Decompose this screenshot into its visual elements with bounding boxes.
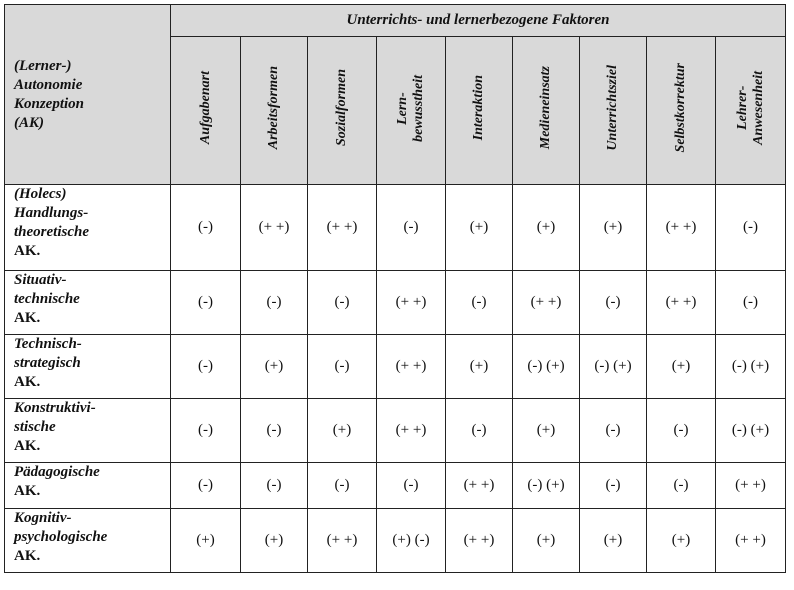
column-header bbox=[171, 37, 241, 185]
rating-cell: (-) bbox=[171, 185, 241, 271]
row-header-line: AK. bbox=[14, 374, 41, 390]
rating-cell: (-) (+) bbox=[513, 463, 580, 509]
rating-cell: (+) bbox=[446, 335, 513, 399]
column-header-line: Aufgabenart bbox=[197, 71, 213, 145]
column-header-line: Interaktion bbox=[471, 75, 486, 141]
row-header-line: Kognitiv- bbox=[14, 510, 72, 526]
rating-cell: (+ +) bbox=[647, 185, 716, 271]
rating-cell: (+) bbox=[171, 509, 241, 573]
column-header-line: Unterrichtsziel bbox=[605, 65, 620, 151]
rating-cell: (-) bbox=[580, 463, 647, 509]
rating-cell: (+ +) bbox=[308, 509, 377, 573]
rating-cell: (+) bbox=[513, 509, 580, 573]
rating-cell: (-) bbox=[241, 271, 308, 335]
column-header-label bbox=[735, 71, 767, 145]
column-header-line: Lehrer- bbox=[734, 85, 750, 131]
column-header-line: Arbeitsformen bbox=[266, 66, 281, 150]
autonomy-factor-table bbox=[4, 4, 786, 573]
row-header-line: strategisch bbox=[14, 355, 81, 371]
row-header bbox=[5, 509, 171, 573]
column-header-label bbox=[605, 65, 621, 151]
rating-cell: (+) bbox=[513, 399, 580, 463]
rating-cell: (-) bbox=[716, 271, 786, 335]
table-row bbox=[5, 463, 786, 509]
row-header-line: technische bbox=[14, 291, 80, 307]
rating-cell: (+ +) bbox=[647, 271, 716, 335]
column-header bbox=[716, 37, 786, 185]
rating-cell: (-) (+) bbox=[716, 335, 786, 399]
table-row bbox=[5, 271, 786, 335]
corner-line: Konzeption bbox=[14, 95, 85, 112]
rating-cell: (-) bbox=[446, 271, 513, 335]
corner-line: Autonomie bbox=[14, 76, 83, 93]
rating-cell: (+) bbox=[308, 399, 377, 463]
rating-cell: (-) (+) bbox=[580, 335, 647, 399]
rating-cell: (-) bbox=[171, 463, 241, 509]
rating-cell: (-) bbox=[716, 185, 786, 271]
rating-cell: (+) bbox=[241, 509, 308, 573]
row-header-line: Technisch- bbox=[14, 336, 82, 352]
rating-cell: (+) bbox=[647, 509, 716, 573]
column-header-label bbox=[198, 71, 214, 144]
row-header bbox=[5, 463, 171, 509]
rating-cell: (-) bbox=[580, 399, 647, 463]
row-header-line: AK. bbox=[14, 483, 41, 499]
table-row bbox=[5, 335, 786, 399]
rating-cell: (+ +) bbox=[377, 399, 446, 463]
rating-cell: (+) bbox=[241, 335, 308, 399]
column-header bbox=[446, 37, 513, 185]
rating-cell: (-) bbox=[171, 399, 241, 463]
row-header bbox=[5, 271, 171, 335]
corner-header bbox=[5, 5, 171, 185]
rating-cell: (-) bbox=[308, 463, 377, 509]
factors-group-header: Unterrichts- und lernerbezogene Faktoren bbox=[171, 5, 786, 37]
column-header-label bbox=[334, 69, 350, 146]
rating-cell: (+ +) bbox=[308, 185, 377, 271]
rating-cell: (-) bbox=[171, 271, 241, 335]
corner-line: (Lerner-) bbox=[14, 57, 72, 74]
row-header-line: stische bbox=[14, 419, 56, 435]
rating-cell: (+ +) bbox=[241, 185, 308, 271]
rating-cell: (+) bbox=[647, 335, 716, 399]
column-header bbox=[377, 37, 446, 185]
row-header-line: AK. bbox=[14, 548, 41, 564]
rating-cell: (+ +) bbox=[716, 463, 786, 509]
rating-cell: (-) bbox=[171, 335, 241, 399]
rating-cell: (+) bbox=[580, 185, 647, 271]
row-header bbox=[5, 185, 171, 271]
row-header-line: (Holecs) bbox=[14, 186, 67, 202]
table-row bbox=[5, 399, 786, 463]
row-header-line: AK. bbox=[14, 310, 41, 326]
rating-cell: (-) bbox=[647, 463, 716, 509]
corner-line: (AK) bbox=[14, 114, 44, 131]
row-header-line: Situativ- bbox=[14, 272, 67, 288]
column-header bbox=[308, 37, 377, 185]
column-header bbox=[647, 37, 716, 185]
rating-cell: (+) (-) bbox=[377, 509, 446, 573]
rating-cell: (+ +) bbox=[513, 271, 580, 335]
row-header-line: AK. bbox=[14, 438, 41, 454]
row-header bbox=[5, 335, 171, 399]
table-row bbox=[5, 509, 786, 573]
table-row bbox=[5, 185, 786, 271]
rating-cell: (+) bbox=[580, 509, 647, 573]
rating-cell: (-) bbox=[446, 399, 513, 463]
row-header-line: AK. bbox=[14, 243, 41, 259]
column-header-line: Anwesenheit bbox=[750, 71, 766, 145]
rating-cell: (-) (+) bbox=[513, 335, 580, 399]
rating-cell: (-) bbox=[308, 335, 377, 399]
row-header-line: Handlungs- bbox=[14, 205, 89, 221]
rating-cell: (-) (+) bbox=[716, 399, 786, 463]
rating-cell: (+ +) bbox=[446, 509, 513, 573]
column-header bbox=[241, 37, 308, 185]
column-header-line: Sozialformen bbox=[334, 69, 349, 147]
column-header-line: Selbstkorrektur bbox=[673, 63, 688, 153]
rating-cell: (-) bbox=[308, 271, 377, 335]
column-header-label bbox=[395, 75, 427, 142]
rating-cell: (-) bbox=[647, 399, 716, 463]
rating-cell: (+ +) bbox=[377, 335, 446, 399]
column-header bbox=[580, 37, 647, 185]
rating-cell: (-) bbox=[241, 463, 308, 509]
rating-cell: (+) bbox=[446, 185, 513, 271]
rating-cell: (+ +) bbox=[446, 463, 513, 509]
rating-cell: (+) bbox=[513, 185, 580, 271]
row-header-line: Konstruktivi- bbox=[14, 400, 96, 416]
row-header-line: theoretische bbox=[14, 224, 89, 240]
column-header bbox=[513, 37, 580, 185]
column-header-line: bewusstheit bbox=[411, 74, 426, 142]
row-header-line: psychologische bbox=[14, 529, 108, 545]
rating-cell: (+ +) bbox=[377, 271, 446, 335]
column-header-label bbox=[471, 75, 487, 140]
row-header-line: Pädagogische bbox=[14, 464, 100, 480]
rating-cell: (-) bbox=[580, 271, 647, 335]
column-header-line: Lern- bbox=[395, 91, 410, 125]
rating-cell: (-) bbox=[241, 399, 308, 463]
rating-cell: (+ +) bbox=[716, 509, 786, 573]
rating-cell: (-) bbox=[377, 463, 446, 509]
column-header-label bbox=[538, 66, 554, 149]
row-header bbox=[5, 399, 171, 463]
column-header-line: Medieneinsatz bbox=[538, 66, 553, 150]
rating-cell: (-) bbox=[377, 185, 446, 271]
column-header-label bbox=[673, 63, 689, 152]
column-header-label bbox=[266, 66, 282, 149]
